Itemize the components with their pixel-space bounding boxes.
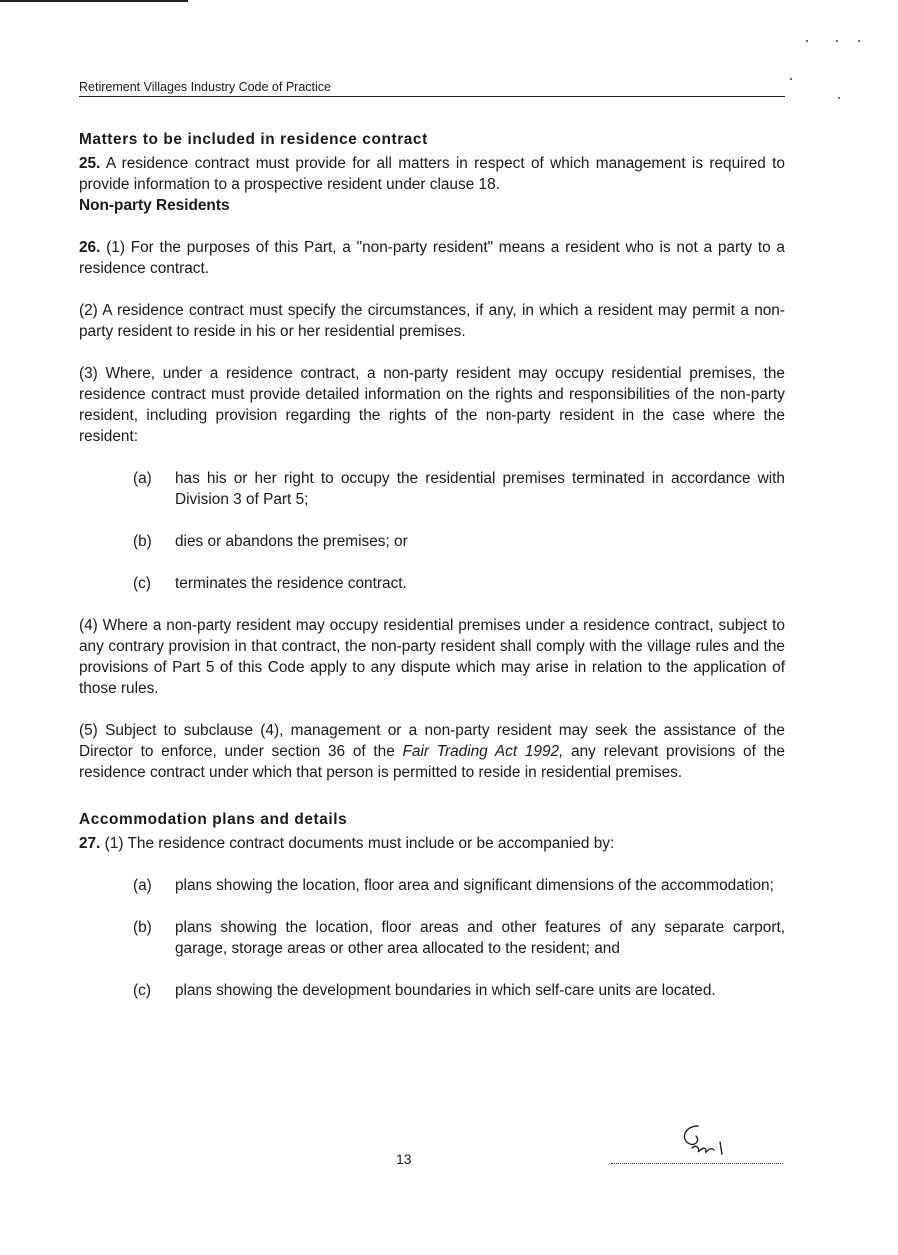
list-item-text: dies or abandons the premises; or (175, 533, 408, 550)
section-26-heading: Non-party Residents (79, 197, 230, 214)
list-item-label: (a) (133, 470, 152, 487)
page-number: 13 (396, 1151, 412, 1167)
list-item (79, 468, 785, 510)
list-item-text: plans showing the location, floor areas and other features of any separate carport, garage, storage areas or other area allocated to the resident; and (175, 919, 785, 957)
document-body (79, 129, 785, 1001)
list-item (79, 573, 785, 594)
clause-26-5 (79, 720, 785, 783)
clause-number: 26. (79, 239, 101, 256)
list-item (79, 875, 785, 896)
clause-26-2: (2) A residence contract must specify the circumstances, if any, in which a resident may permit a non-party resident to reside in his or her residential premises. (79, 302, 785, 340)
list-item-text: plans showing the location, floor area and significant dimensions of the accommodation; (175, 877, 774, 894)
scan-speck (838, 97, 840, 99)
list-item-label: (b) (133, 533, 152, 550)
list-item-label: (c) (133, 575, 151, 592)
clause-26-4: (4) Where a non-party resident may occupy residential premises under a residence contract, subject to any contrary provision in that contract, the non-party resident shall comply with the village rules and the provisions of Part 5 of this Code apply to any dispute which may arise in relation to the application of those rules. (79, 617, 785, 697)
act-title: Fair Trading Act 1992, (402, 743, 564, 760)
list-item (79, 917, 785, 959)
clause-number: 25. (79, 155, 101, 172)
signature-line (611, 1163, 783, 1164)
clause-25 (79, 153, 785, 195)
clause-26-1 (79, 237, 785, 279)
clause-27-1 (79, 833, 785, 854)
initials-signature (676, 1118, 736, 1162)
clause-26-3: (3) Where, under a residence contract, a non-party resident may occupy residential premises, the residence contract must provide detailed information on the rights and responsibilities of the non-party resident, including provision regarding the rights of the non-party resident in the case where the resident: (79, 365, 785, 445)
list-item-label: (a) (133, 877, 152, 894)
section-25-heading: Matters to be included in residence contract (79, 131, 428, 148)
scan-speck (858, 40, 860, 42)
list-item-text: terminates the residence contract. (175, 575, 407, 592)
list-item (79, 980, 785, 1001)
scan-speck (836, 40, 838, 42)
clause-text: (5) Subject to subclause (4), management or a non-party resident may seek the assistance of the Director to enforce, under section 36 of the (79, 722, 785, 760)
clause-text: (1) For the purposes of this Part, a "non-party resident" means a resident who is not a party to a residence contract. (79, 239, 785, 277)
clause-number: 27. (79, 835, 101, 852)
clause-text: any relevant provisions of the residence contract under which that person is permitted to reside in residential premises. (79, 743, 785, 781)
list-item-text: plans showing the development boundaries in which self-care units are located. (175, 982, 716, 999)
list-item-label: (b) (133, 919, 152, 936)
running-header: Retirement Villages Industry Code of Practice (79, 80, 785, 97)
list-item (79, 531, 785, 552)
scan-speck (790, 78, 792, 80)
top-edge-rule (0, 0, 188, 2)
list-item-label: (c) (133, 982, 151, 999)
list-item-text: has his or her right to occupy the residential premises terminated in accordance with Division 3 of Part 5; (175, 470, 785, 508)
scan-speck (806, 40, 808, 42)
clause-text: A residence contract must provide for all matters in respect of which management is required to provide information to a prospective resident under clause 18. (79, 155, 785, 193)
section-27-heading: Accommodation plans and details (79, 811, 348, 828)
clause-text: (1) The residence contract documents must include or be accompanied by: (100, 835, 615, 852)
